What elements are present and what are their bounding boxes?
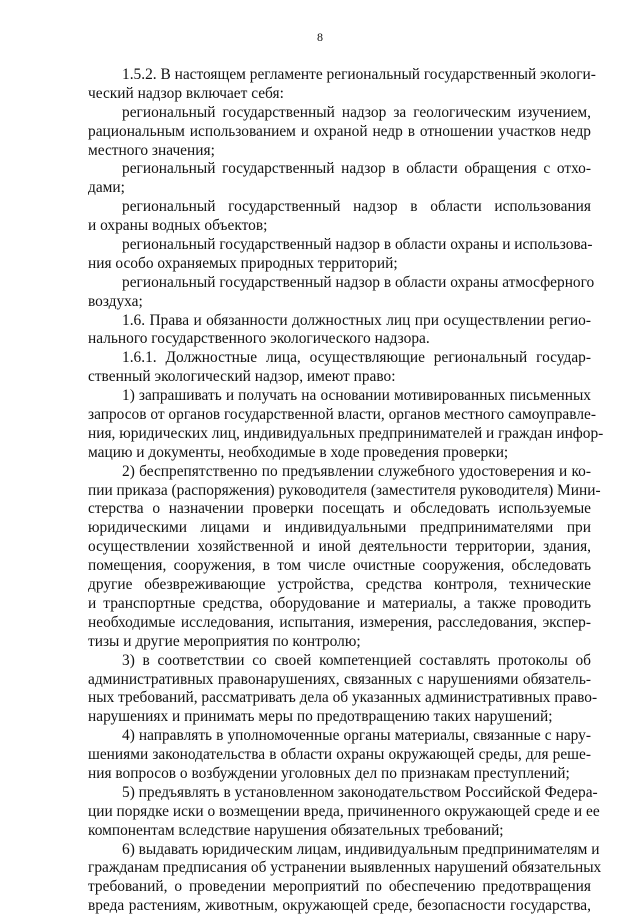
text-line: ческий надзор включает себя: [88,84,284,102]
text-line: вреда растениям, животным, окружающей среде, безопасности государства, [88,897,591,915]
text-line: 5) предъявлять в установленном законодательством Российской Федера- [122,783,598,801]
text-line: 1.6. Права и обязанности должностных лиц при осуществлении регио- [122,311,591,329]
text-line: требований, о проведении мероприятий по обеспечению предотвращения [88,878,591,896]
text-line: 1.5.2. В настоящем регламенте региональный государственный экологи- [122,66,596,83]
text-line: осуществлении хозяйственной и иной деятельности территории, здания, [88,538,591,556]
text-line: другие обезвреживающие устройства, средства контроля, технические [88,576,591,594]
text-line: рациональным использованием и охраной недр в отношении участков недр [88,122,591,140]
text-line: региональный государственный надзор в области обращения с отхо- [122,160,591,178]
text-line: местного значения; [88,141,215,159]
text-line: и транспортные средства, оборудование и материалы, а также проводить [88,594,591,612]
text-line: 4) направлять в уполномоченные органы материалы, связанные с нару- [122,727,591,745]
text-line: мацию и документы, необходимые в ходе проведения проверки; [88,443,509,461]
text-line: ния, юридических лиц, индивидуальных предпринимателей и граждан инфор- [88,424,604,442]
text-line: 2) беспрепятственно по предъявлении служебного удостоверения и ко- [122,462,591,480]
text-line: нального государственного экологического надзора. [88,330,430,348]
text-line: ния особо охраняемых природных территорий; [88,254,398,272]
text-line: 6) выдавать юридическим лицам, индивидуальным предпринимателям и [122,840,600,858]
text-line: воздуха; [88,292,143,310]
text-line: 1) запрашивать и получать на основании мотивированных письменных [122,387,591,405]
text-line: компонентам вследствие нарушения обязательных требований; [88,821,504,839]
text-line: стерства о назначении проверки посещать и обследовать используемые [88,500,591,518]
text-line: региональный государственный надзор в области охраны и использова- [122,236,593,254]
text-line: помещения, сооружения, в том числе очистные сооружения, обследовать [88,557,591,575]
text-line: ственный экологический надзор, имеют право: [88,368,396,386]
text-line: и охраны водных объектов; [88,217,268,235]
text-line: 1.6.1. Должностные лица, осуществляющие региональный государ- [122,349,591,367]
text-line: необходимые исследования, испытания, измерения, расследования, экспер- [88,613,591,631]
text-line: гражданам предписания об устранении выявленных нарушений обязательных [88,859,602,877]
text-line: пии приказа (распоряжения) руководителя (заместителя руководителя) Мини- [88,481,601,499]
text-line: ния вопросов о возбуждении уголовных дел по признакам преступлений; [88,764,570,782]
text-line: юридическими лицами и индивидуальными предпринимателями при [88,519,591,537]
page-number: 8 [317,30,323,44]
text-line: региональный государственный надзор в области охраны атмосферного [122,273,595,291]
text-line: дами; [88,179,125,197]
text-line: региональный государственный надзор в области использования [122,198,591,216]
text-line: 3) в соответствии со своей компетенцией составлять протоколы об [122,651,591,669]
text-line: запросов от органов государственной власти, органов местного самоуправле- [88,406,596,424]
text-line: административных правонарушениях, связанных с нарушениями обязатель- [88,670,591,688]
text-line: нарушениях и принимать меры по предотвращению таких нарушений; [88,708,553,726]
text-line: региональный государственный надзор за геологическим изучением, [122,103,591,121]
text-line: шениями законодательства в области охраны окружающей среды, для реше- [88,746,591,764]
text-line: ных требований, рассматривать дела об указанных административных право- [88,689,598,707]
text-line: ции порядке иски о возмещении вреда, причиненного окружающей среде и ее [88,802,600,820]
text-line: тизы и другие мероприятия по контролю; [88,632,361,650]
document-body [88,66,604,916]
